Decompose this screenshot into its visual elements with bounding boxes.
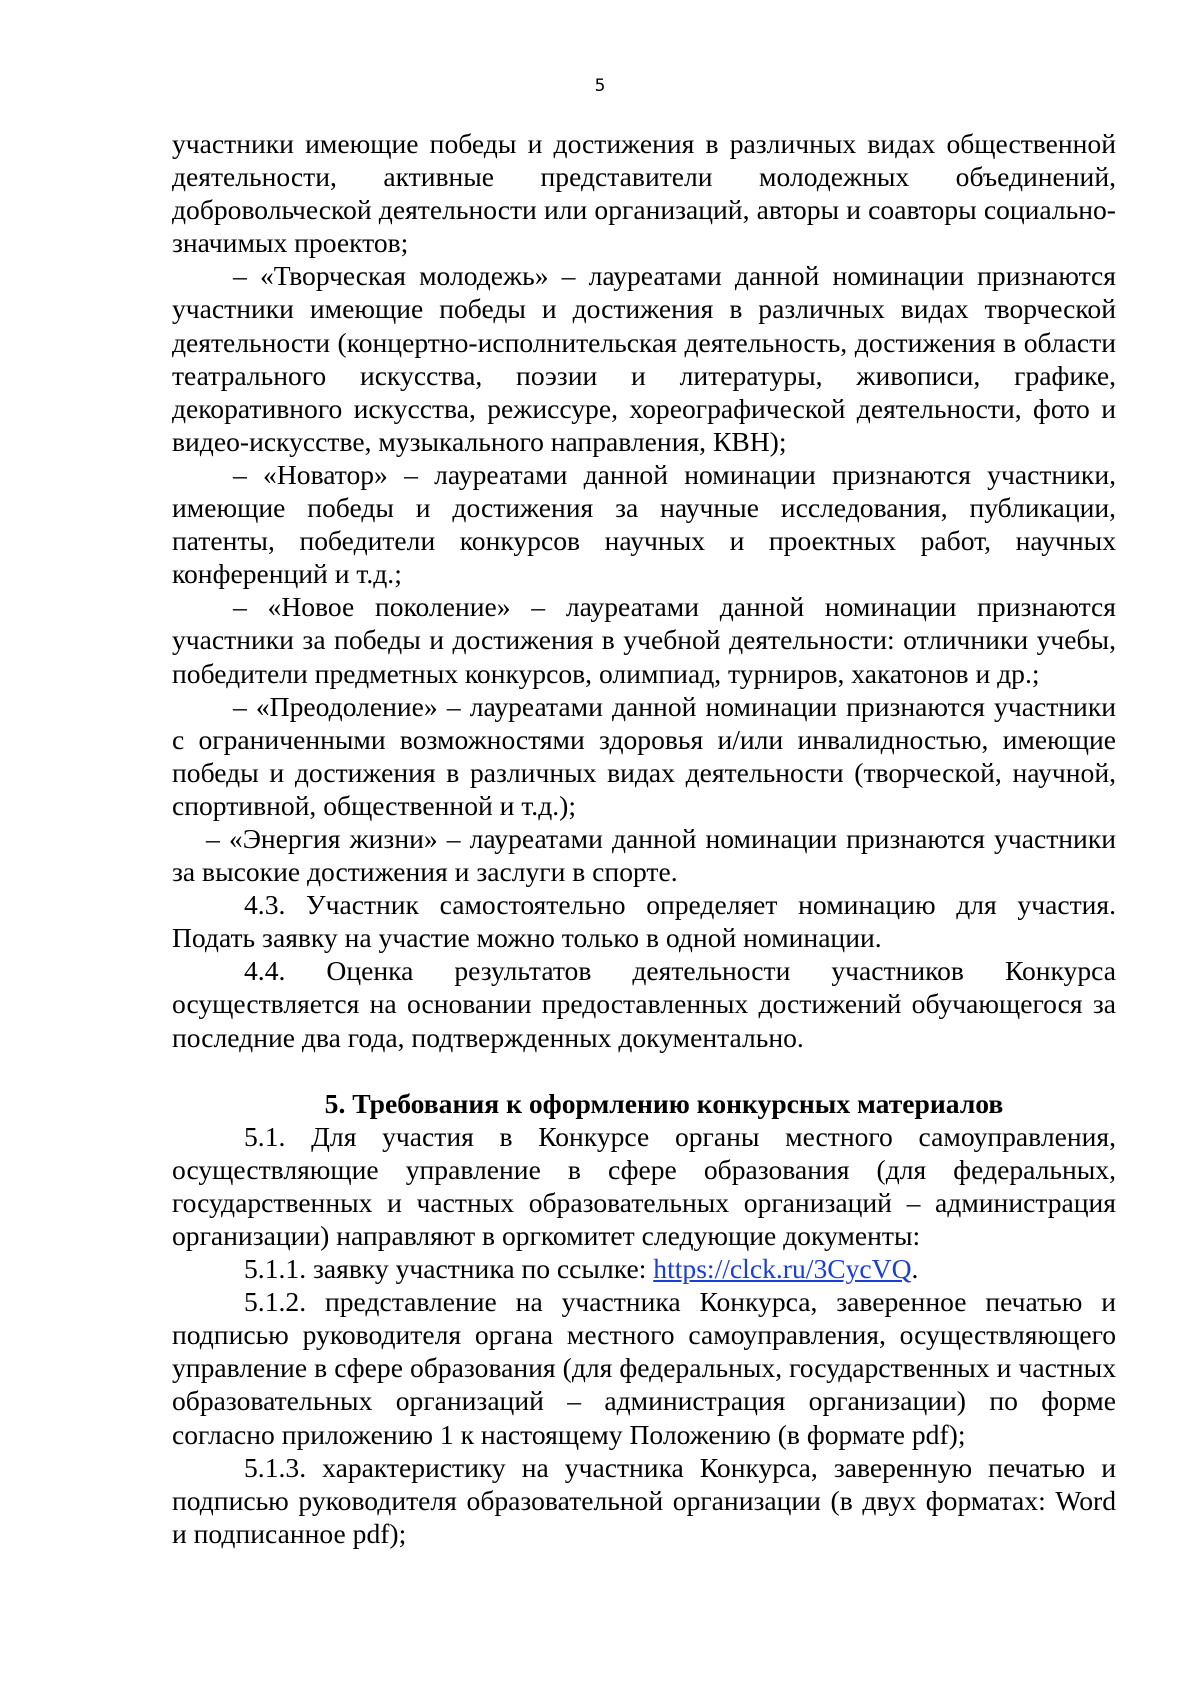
paragraph-5-1: 5.1. Для участия в Конкурсе органы местного самоуправления, осуществляющие управление в сфере образования (для федеральных, государственных и частных образовательных организаций – администрация организации) направляют в оргкомитет следующие документы: — [172, 1120, 1116, 1251]
paragraph-4-4: 4.4. Оценка результатов деятельности участников Конкурса осуществляется на основании предоставленных достижений обучающегося за последние два года, подтвержденных документально. — [172, 955, 1116, 1053]
page-number: 5 — [594, 76, 606, 96]
application-link[interactable]: https://clck.ru/3CycVQ — [653, 1253, 912, 1285]
document-body — [172, 127, 1116, 1550]
paragraph-nomination-new-generation: – «Новое поколение» – лауреатами данной номинации признаются участники за победы и достижения в учебной деятельности: отличники учебы, победители предметных конкурсов, олимпиад, турниров, хакатонов и др.; — [172, 591, 1116, 689]
section-spacer — [172, 1054, 1116, 1087]
paragraph-5-1-2: 5.1.2. представление на участника Конкурса, заверенное печатью и подписью руководителя органа местного самоуправления, осуществляющего управление в сфере образования (для федеральных, государственных и частных образовательных организаций – администрация организации) по форме согласно приложению 1 к настоящему Положению (в формате pdf); — [172, 1286, 1116, 1450]
paragraph-nomination-overcoming: – «Преодоление» – лауреатами данной номинации признаются участники с ограниченными возможностями здоровья и/или инвалидностью, имеющие победы и достижения в различных видах деятельности (творческой, научной, спортивной, общественной и т.д.); — [172, 690, 1116, 821]
paragraph-social-activity-continuation: участники имеющие победы и достижения в различных видах общественной деятельности, активные представители молодежных объединений, добровольческой деятельности или организаций, авторы и соавторы социально-значимых проектов; — [172, 128, 1116, 259]
paragraph-5-1-1 — [172, 1252, 1116, 1285]
paragraph-nomination-innovator: – «Новатор» – лауреатами данной номинации признаются участники, имеющие победы и достижения за научные исследования, публикации, патенты, победители конкурсов научных и проектных работ, научных конференций и т.д.; — [172, 458, 1116, 590]
paragraph-5-1-1-end: . — [911, 1253, 919, 1285]
paragraph-nomination-energy-of-life: – «Энергия жизни» – лауреатами данной номинации признаются участники за высокие достижения и заслуги в спорте. — [172, 822, 1116, 888]
paragraph-nomination-creative-youth: – «Творческая молодежь» – лауреатами данной номинации признаются участники имеющие победы и достижения в различных видах творческой деятельности (концертно-исполнительская деятельность, достижения в области театрального искусства, поэзии и литературы, живописи, графике, декоративного искусства, режиссуре, хореографической деятельности, фото и видео-искусстве, музыкального направления, КВН); — [172, 260, 1116, 457]
paragraph-5-1-3: 5.1.3. характеристику на участника Конкурса, заверенную печатью и подписью руководителя образовательной организации (в двух форматах: Word и подписанное pdf); — [172, 1451, 1116, 1549]
section-heading-5: 5. Требования к оформлению конкурсных материалов — [324, 1087, 1004, 1119]
paragraph-5-1-1-text: 5.1.1. заявку участника по ссылке: — [244, 1253, 654, 1285]
paragraph-4-3: 4.3. Участник самостоятельно определяет номинацию для участия. Подать заявку на участие можно только в одной номинации. — [172, 889, 1116, 954]
